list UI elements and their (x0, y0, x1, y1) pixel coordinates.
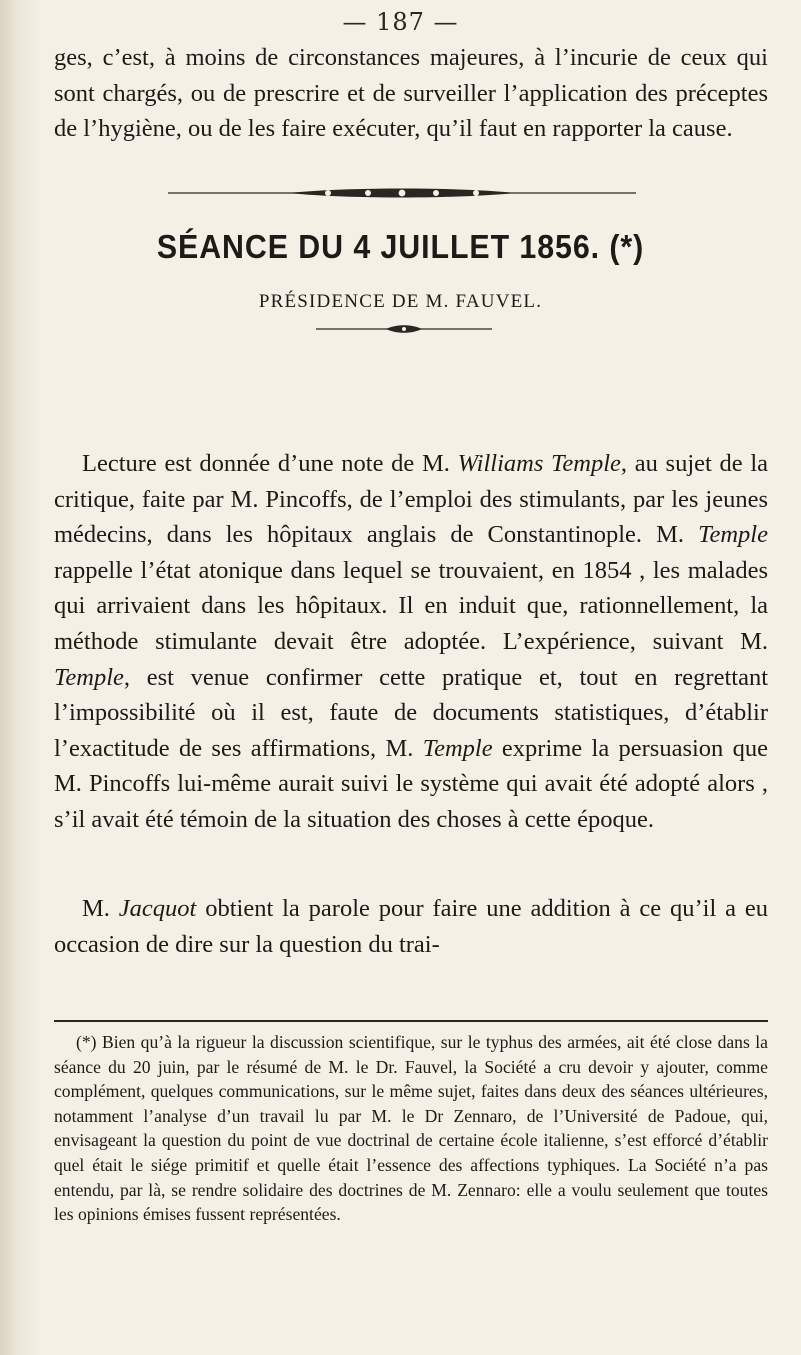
paragraph-jacquot (54, 891, 768, 962)
session-heading: SÉANCE DU 4 JUILLET 1856. (*) (156, 228, 645, 265)
author-name: Temple (422, 734, 493, 762)
author-name: Temple (698, 521, 768, 549)
text-run: M. (82, 895, 119, 922)
text-run: Lecture est donnée d’une note de M. (82, 450, 458, 477)
text-run: rappelle l’état atonique dans lequel se trouvaient, en 1854 , les malades qui arrivaient dans les hôpitaux. Il en induit que, rationnellement, la méthode stimulante devait être adoptée. L’expérience, suivant M. (54, 556, 768, 655)
paragraph-continuation: ges, c’est, à moins de circonstances majeures, à l’incurie de ceux qui sont chargés, ou de prescrire et de surveiller l’application des préceptes de l’hygiène, ou de les faire exécuter, qu’il faut en rapporter la cause. (54, 44, 768, 143)
text-run: exprime la persuasion que M. Pincoffs lui-même aurait suivi le système qui avait été adopté alors , s’il avait été témoin de la situation des choses à cette époque. (54, 734, 769, 833)
author-name: Temple (54, 663, 124, 691)
footnote: (*) Bien qu’à la rigueur la discussion scientifique, sur le typhus des armées, ait été close dans la séance du 20 juin, par le résumé de M. le Dr. Fauvel, la Société a cru devoir y ajouter, comme complément, quelques communications, sur le même sujet, faites dans deux des séances ultérieures, notamment l’analyse d’un travail lu par M. le Dr Zennaro, de l’Université de Padoue, qui, envisageant la question du point de vue doctrinal de certaine école italienne, s’est efforcé d’établir quel était le siége primitif et quelle était l’essence des affections typhiques. La Société n’a pas entendu, par là, se rendre solidaire des doctrines de M. Zennaro: elle a voulu seulement que toutes les opinions émises fussent représentées. (54, 1032, 768, 1225)
text-run: , est venue confirmer cette pratique et, tout en regrettant l’impossibilité où il est, faute de documents statistiques, d’établir l’exactitude de ses affirmations, M. (54, 663, 768, 762)
author-name: Williams Temple (457, 450, 621, 477)
paragraph-temple (54, 446, 768, 838)
text-run: obtient la parole pour faire une addition à ce qu’il a eu occasion de dire sur la question du trai- (54, 895, 768, 958)
presidency-line: PRÉSIDENCE DE M. FAUVEL. (258, 291, 543, 312)
author-name: Jacquot (118, 895, 197, 922)
ornamental-dash-icon (316, 323, 492, 335)
text-run: , au sujet de la critique, faite par M. Pincoffs, de l’emploi des stimulants, par les jeunes médecins, dans les hôpitaux anglais de Constantinople. M. (54, 450, 768, 549)
footnote-divider (54, 1020, 768, 1022)
page-number: — 187 — (342, 8, 459, 36)
ornamental-rule-icon (168, 186, 636, 200)
